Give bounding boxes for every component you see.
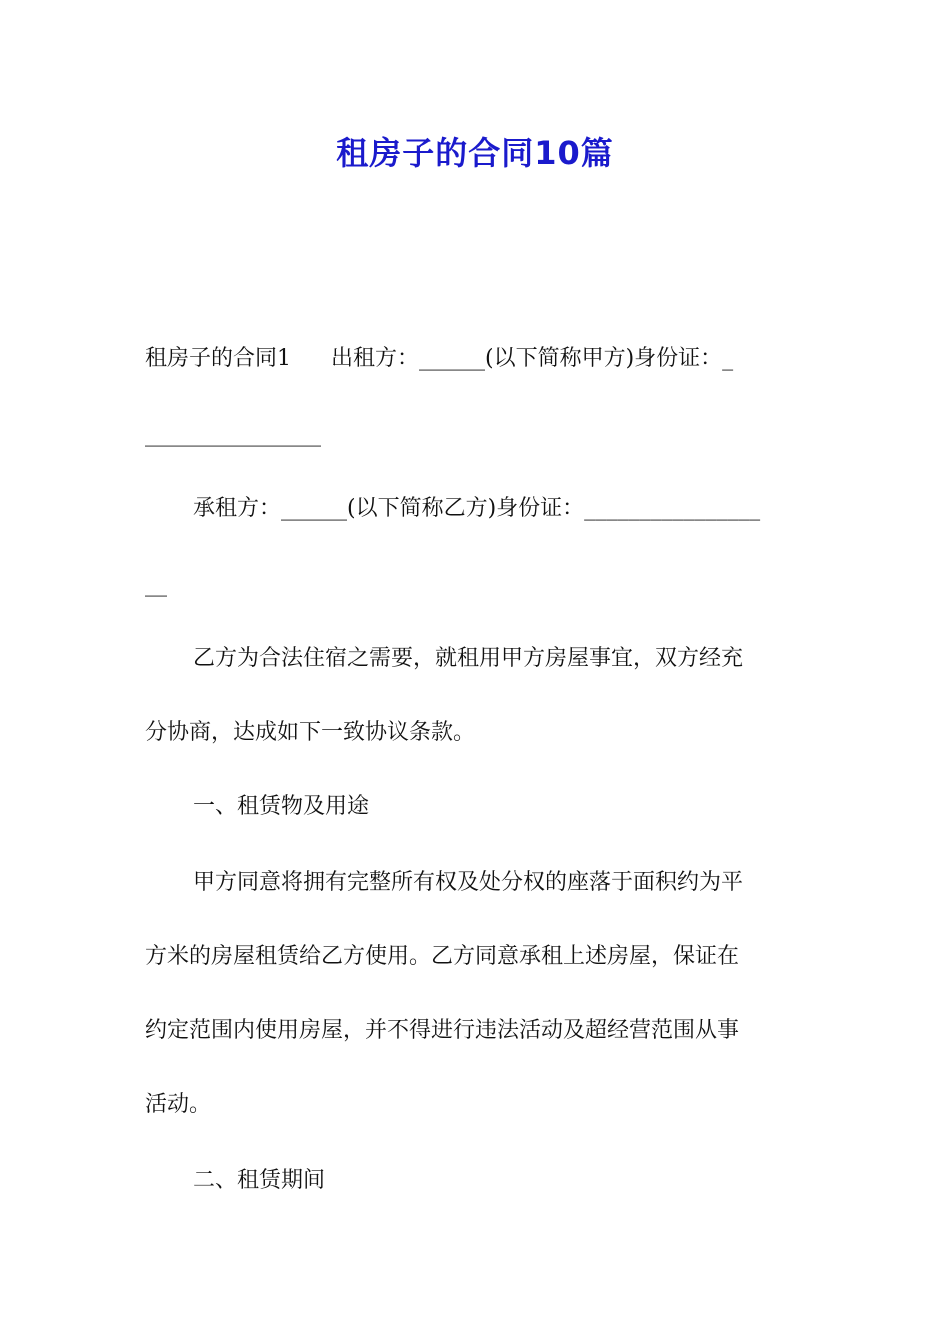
- section-1-heading: 一、租赁物及用途: [193, 794, 370, 819]
- lessor-id-continuation: ________________: [145, 422, 321, 447]
- section-1-line-3: 约定范围内使用房屋，并不得进行违法活动及超经营范围从事: [145, 1018, 740, 1043]
- section-1-line-4: 活动。: [145, 1092, 212, 1117]
- lessee-line: 承租方：______(以下简称乙方)身份证：________________: [193, 496, 761, 521]
- lessor-line: 出租方：______(以下简称甲方)身份证：_: [331, 346, 734, 371]
- section-2-heading: 二、租赁期间: [193, 1168, 326, 1193]
- section-1-line-2: 方米的房屋租赁给乙方使用。乙方同意承租上述房屋，保证在: [145, 944, 740, 969]
- section-1-line-1: 甲方同意将拥有完整所有权及处分权的座落于面积约为平: [193, 870, 744, 895]
- lessee-id-continuation: __: [145, 572, 167, 597]
- preamble-line-2: 分协商，达成如下一致协议条款。: [145, 720, 476, 745]
- preamble-line-1: 乙方为合法住宿之需要，就租用甲方房屋事宜，双方经充: [193, 646, 744, 671]
- contract-1-heading: 租房子的合同1: [145, 346, 291, 371]
- document-title: 租房子的合同10篇: [336, 134, 614, 172]
- contract-1-first-line: [145, 344, 805, 374]
